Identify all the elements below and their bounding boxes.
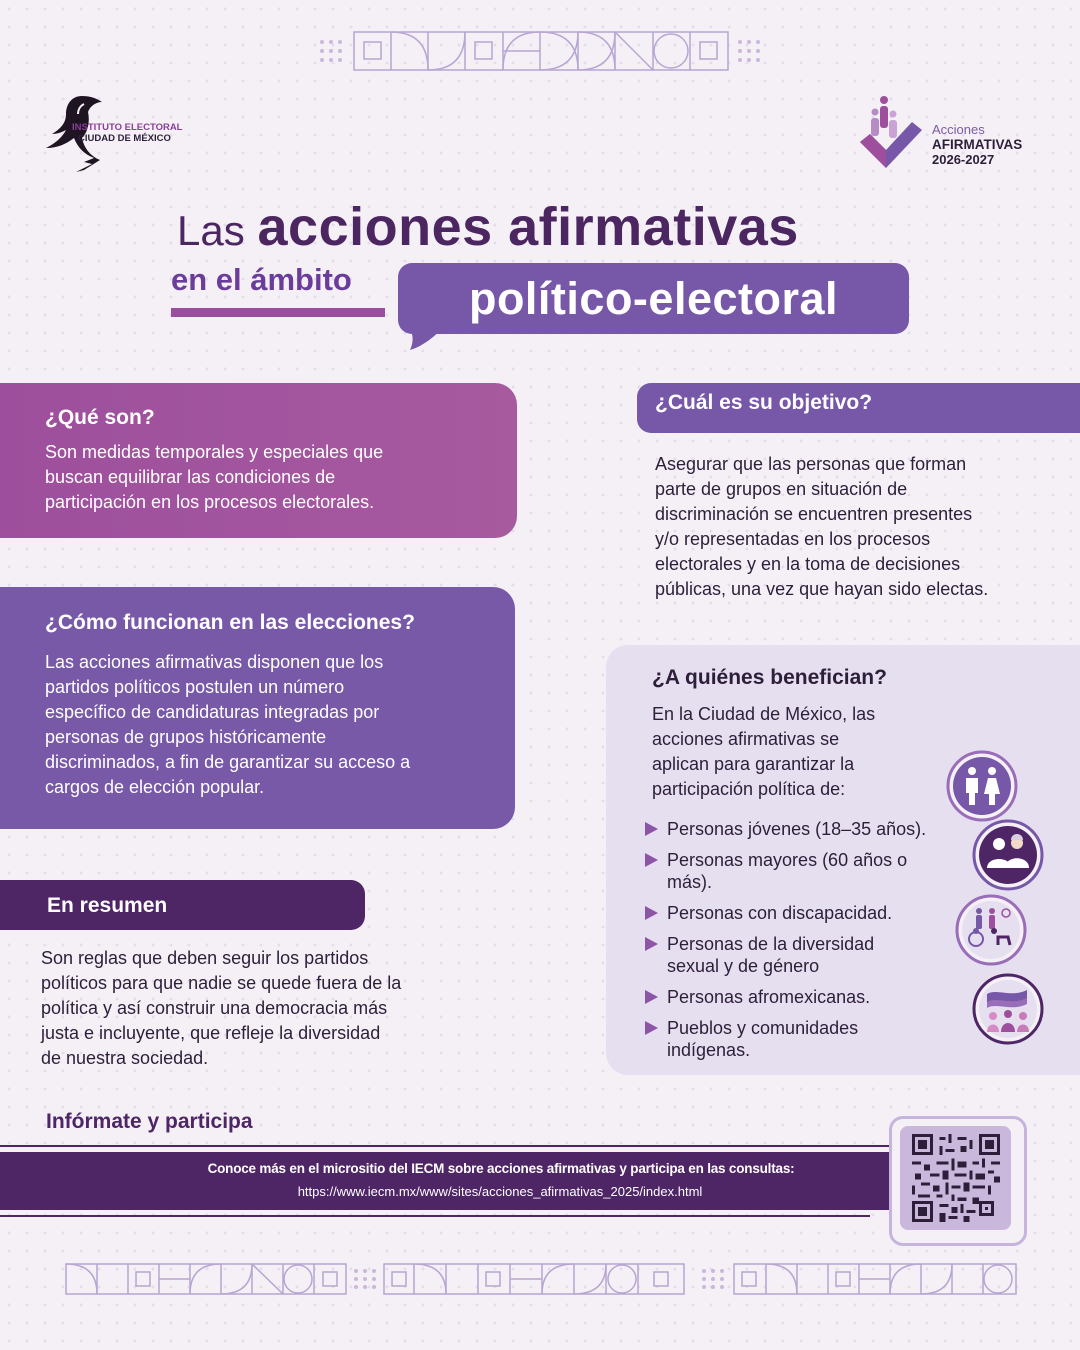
item-line: más). (667, 872, 712, 892)
text-line: Las acciones afirmativas disponen que los (45, 652, 384, 672)
text-line: personas de grupos históricamente (45, 727, 327, 747)
triangle-bullet-icon (645, 906, 658, 920)
text-line: buscan equilibrar las condiciones de (45, 467, 336, 487)
youth-icon (945, 749, 1019, 823)
iecm-logo-line1: INSTITUTO ELECTORAL (72, 122, 183, 133)
triangle-bullet-icon (645, 1021, 658, 1035)
list-item (645, 986, 950, 1008)
footer-divider (0, 1215, 870, 1217)
title-underline (171, 308, 385, 317)
item-line: Personas de la diversidad (667, 934, 875, 954)
triangle-bullet-icon (645, 937, 658, 951)
text-line: cargos de elección popular. (45, 777, 265, 797)
iecm-logo (44, 92, 204, 174)
list-item (645, 818, 950, 840)
acciones-logo-line3: 2026-2027 (932, 152, 995, 167)
acciones-logo-line1: Acciones (932, 122, 985, 137)
footer-divider (0, 1145, 890, 1147)
title-prefix: Las (177, 207, 245, 254)
que-son-heading: ¿Qué son? (45, 406, 155, 429)
text-line: y/o representadas en los procesos (655, 529, 931, 549)
text-line: aplican para garantizar la (652, 754, 855, 774)
disability-icon (954, 893, 1028, 967)
text-line: electorales y en la toma de decisiones (655, 554, 961, 574)
text-line: de nuestra sociedad. (41, 1048, 209, 1068)
elderly-icon (971, 818, 1045, 892)
checkmark-people-icon (856, 92, 926, 176)
list-item (645, 933, 950, 977)
como-funcionan-heading: ¿Cómo funcionan en las elecciones? (45, 611, 415, 634)
text-line: política y así construir una democracia más (41, 998, 388, 1018)
item-line: Personas con discapacidad. (667, 903, 893, 923)
triangle-bullet-icon (645, 853, 658, 867)
resumen-text (41, 946, 456, 1071)
text-line: parte de grupos en situación de (655, 479, 908, 499)
text-line: Son reglas que deben seguir los partidos (41, 948, 369, 968)
beneficiarios-list (645, 818, 950, 1070)
title-main: acciones afirmativas (257, 197, 799, 257)
text-line: acciones afirmativas se (652, 729, 840, 749)
text-line: discriminación se encuentren presentes (655, 504, 973, 524)
text-line: partidos políticos postulen un número (45, 677, 345, 697)
text-line: específico de candidaturas integradas por (45, 702, 380, 722)
objetivo-heading: ¿Cuál es su objetivo? (655, 391, 873, 414)
acciones-logo-line2: AFIRMATIVAS (932, 137, 1023, 152)
text-line: participación política de: (652, 779, 846, 799)
page-title (177, 196, 799, 258)
text-line: participación en los procesos electorales. (45, 492, 375, 512)
text-line: justa e incluyente, que refleje la diversidad (41, 1023, 381, 1043)
item-line: Personas jóvenes (18–35 años). (667, 819, 927, 839)
item-line: indígenas. (667, 1040, 751, 1060)
diversity-flag-icon (971, 972, 1045, 1046)
footer-info-text: Conoce más en el micrositio del IECM sobre acciones afirmativas y participa en las consultas: (207, 1161, 795, 1176)
objetivo-text (655, 452, 1040, 602)
como-funcionan-text (45, 650, 505, 800)
list-item (645, 902, 950, 924)
footer-url-link[interactable]: https://www.iecm.mx/www/sites/acciones_afirmativas_2025/index.html (297, 1184, 703, 1199)
list-item (645, 849, 950, 893)
bottom-pattern (64, 1262, 1020, 1298)
que-son-text (45, 440, 505, 515)
iecm-logo-line2: CIUDAD DE MÉXICO (78, 133, 171, 144)
item-line: Personas mayores (60 años o (667, 850, 908, 870)
top-pattern (316, 30, 766, 74)
item-line: Personas afromexicanas. (667, 987, 871, 1007)
text-line: discriminados, a fin de garantizar su acceso a (45, 752, 411, 772)
resumen-heading: En resumen (47, 894, 168, 917)
informate-heading: Infórmate y participa (46, 1110, 253, 1133)
text-line: públicas, una vez que hayan sido electas. (655, 579, 989, 599)
list-item (645, 1017, 950, 1061)
text-line: políticos para que nadie se quede fuera de la (41, 973, 402, 993)
qr-code-icon[interactable] (912, 1134, 1000, 1222)
item-line: sexual y de género (667, 956, 820, 976)
text-line: Asegurar que las personas que forman (655, 454, 967, 474)
beneficiarios-heading: ¿A quiénes benefician? (652, 666, 887, 689)
item-line: Pueblos y comunidades (667, 1018, 859, 1038)
text-line: En la Ciudad de México, las (652, 704, 876, 724)
beneficiarios-intro (652, 702, 922, 802)
triangle-bullet-icon (645, 990, 658, 1004)
title-subtitle: en el ámbito (171, 262, 352, 297)
text-line: Son medidas temporales y especiales que (45, 442, 384, 462)
title-highlight: político-electoral (468, 273, 839, 324)
acciones-afirmativas-logo (856, 92, 1046, 178)
triangle-bullet-icon (645, 822, 658, 836)
